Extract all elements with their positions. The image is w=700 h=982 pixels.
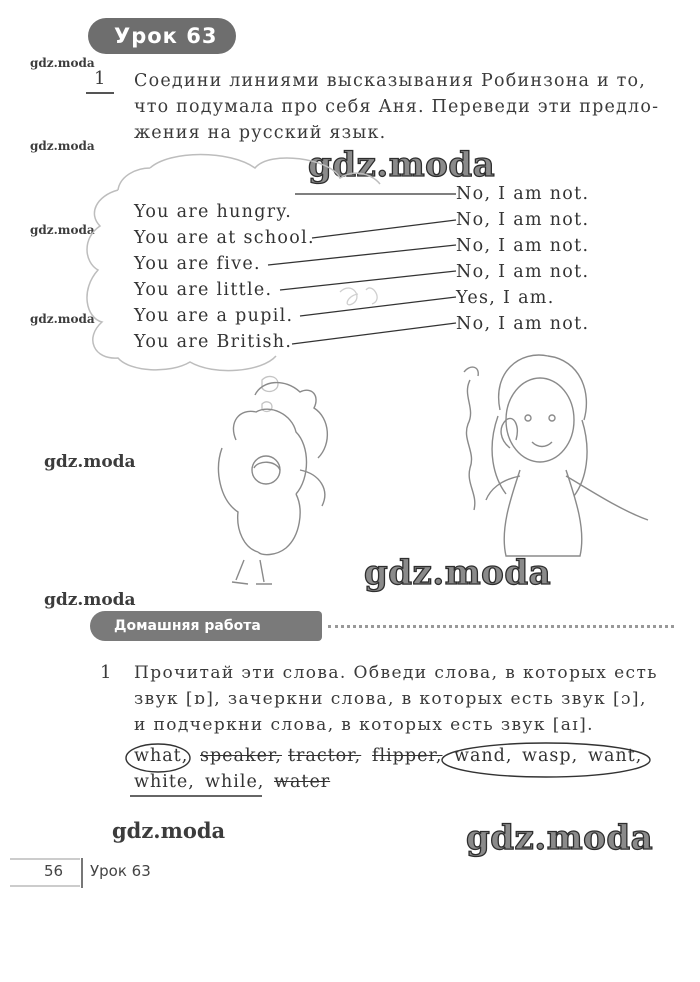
connector-line (280, 271, 456, 290)
watermark-large: gdz.moda (364, 553, 552, 593)
word-underlined: white, (134, 772, 195, 792)
word-struck: tractor, (288, 746, 362, 766)
doodle (340, 288, 377, 305)
instruction-line: что подумала про себя Аня. Переведи эти предло- (134, 97, 660, 117)
statement: You are little. (134, 280, 273, 300)
connector-line (268, 245, 456, 265)
watermark: gdz.moda (30, 56, 95, 70)
watermark-large: gdz.moda (308, 145, 496, 185)
word-circled: wasp, (522, 746, 579, 766)
answer: No, I am not. (456, 184, 590, 204)
watermark: gdz.moda (44, 590, 136, 610)
answer: No, I am not. (456, 262, 590, 282)
word-circled: what, (134, 746, 189, 766)
instruction-line: жения на русский язык. (134, 123, 387, 143)
watermark: gdz.moda (30, 139, 95, 153)
word-struck: flipper, (372, 746, 443, 766)
word-circled: wand, (454, 746, 513, 766)
connector-line (292, 323, 456, 344)
homework-badge: Домашняя работа (90, 611, 322, 641)
answer: No, I am not. (456, 210, 590, 230)
homework-task-number: 1 (100, 662, 112, 683)
answer: No, I am not. (456, 236, 590, 256)
statement: You are British. (134, 332, 293, 352)
page-number: 56 (44, 862, 64, 880)
watermark: gdz.moda (30, 312, 95, 326)
watermark: gdz.moda (30, 223, 95, 237)
watermark-large: gdz.moda (466, 818, 654, 858)
girl-drawing (464, 355, 648, 556)
task-number: 1 (94, 68, 106, 89)
footer-lesson-label: Урок 63 (90, 862, 151, 880)
word-struck: speaker, (200, 746, 282, 766)
connector-line (300, 297, 456, 316)
thought-cloud-bubble (262, 402, 272, 412)
instruction-line: Соедини линиями высказывания Робинзона и то, (134, 71, 646, 91)
answer: Yes, I am. (456, 288, 555, 308)
homework-instruction (134, 660, 658, 738)
parrot-drawing (219, 383, 328, 584)
homework-dotted-rule (328, 625, 674, 628)
word-struck: water (274, 772, 331, 792)
word-underlined: while, (205, 772, 265, 792)
lesson-badge: Урок 63 (88, 18, 236, 54)
instruction-line: и подчеркни слова, в которых есть звук [aɪ]. (134, 715, 594, 735)
watermark: gdz.moda (112, 818, 226, 843)
thought-cloud-bubble (262, 377, 278, 392)
statement: You are at school. (134, 228, 315, 248)
instruction-line: Прочитай эти слова. Обведи слова, в которых есть (134, 663, 658, 683)
statement: You are hungry. (134, 202, 293, 222)
statement: You are a pupil. (134, 306, 294, 326)
connector-line (312, 220, 456, 238)
watermark: gdz.moda (44, 452, 136, 472)
word-circled: want, (588, 746, 643, 766)
statement: You are five. (134, 254, 261, 274)
answer: No, I am not. (456, 314, 590, 334)
task-instruction (134, 68, 659, 146)
instruction-line: звук [ɒ], зачеркни слова, в которых есть звук [ɔ], (134, 689, 647, 709)
